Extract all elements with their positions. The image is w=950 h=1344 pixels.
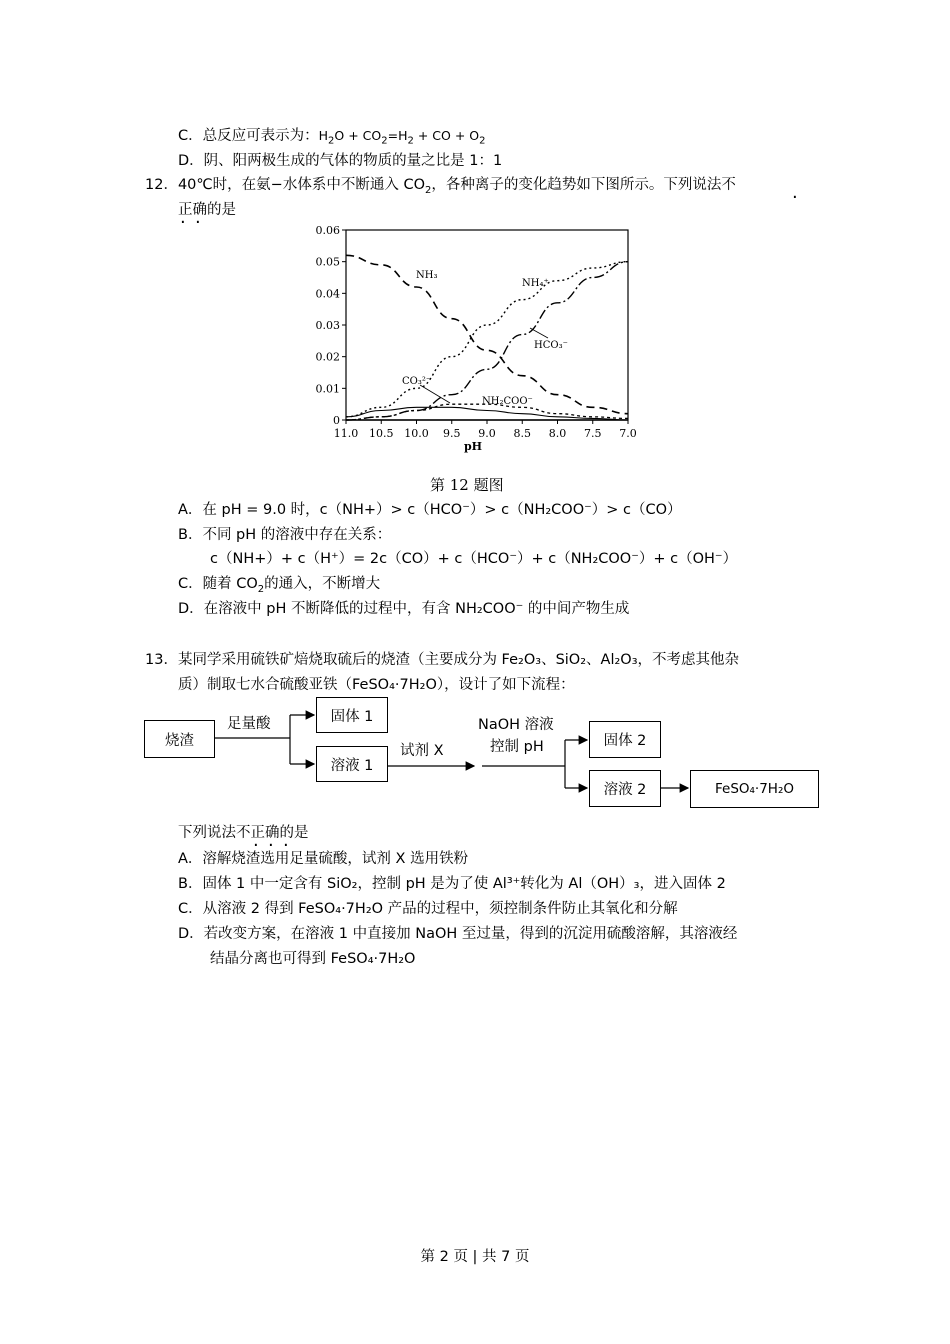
y-tick-label: 0.02 (315, 350, 340, 364)
emphasis-dot: · (283, 835, 289, 856)
flow-label-ph: 控制 pH (490, 739, 544, 755)
x-tick-label: 11.0 (333, 427, 359, 440)
q11-option-c: C．总反应可表示为：$H_2O + CO_2=H_2$ + CO + $O_2$ (178, 128, 486, 147)
y-tick-label: 0.03 (315, 319, 340, 332)
series-label-nh2coo: NH₂COO⁻ (482, 396, 533, 407)
x-tick-label: 9.5 (443, 427, 461, 440)
q12-option-a: A．在 pH = 9.0 时，c（NH+）> c（HCO⁻）> c（NH₂COO⁻）> c（CO） (178, 502, 682, 518)
x-tick-label: 10.0 (404, 427, 429, 440)
series-label-nh4: NH₄⁺ (522, 278, 549, 289)
emphasis-dot: · (792, 187, 798, 208)
series-line-co32 (346, 407, 628, 420)
emphasis-dot: · (253, 835, 259, 856)
flow-box-product: FeSO₄·7H₂O (690, 770, 819, 808)
flow-box-solution2: 溶液 2 (589, 770, 661, 807)
species-distribution-chart (300, 220, 645, 470)
flow-box-slag: 烧渣 (144, 720, 215, 758)
page-footer: 第 2 页 | 共 7 页 (420, 1249, 530, 1265)
x-tick-label: 7.5 (584, 427, 602, 440)
q13-option-d: D．若改变方案，在溶液 1 中直接加 NaOH 至过量，得到的沉淀用硫酸溶解，其溶液经 (178, 926, 738, 942)
y-tick-label: 0.05 (315, 255, 340, 269)
y-tick-label: 0 (333, 414, 340, 427)
q13-option-b: B．固体 1 中一定含有 SiO₂，控制 pH 是为了使 Al³⁺转化为 Al（OH）₃，进入固体 2 (178, 876, 726, 892)
hco3-leader-line (530, 328, 548, 338)
x-tick-label: 7.0 (619, 427, 637, 440)
x-tick-label: 8.0 (548, 427, 567, 440)
q13-stem-line1: 13．某同学采用硫铁矿焙烧取硫后的烧渣（主要成分为 Fe₂O₃、SiO₂、Al₂O₃，不考虑其他杂 (145, 652, 740, 668)
flow-label-reagent: 试剂 X (400, 743, 444, 759)
x-tick-label: 8.5 (513, 427, 531, 440)
q13-option-a: A．溶解烧渣选用足量硫酸，试剂 X 选用铁粉 (178, 851, 469, 867)
x-tick-label: 10.5 (369, 427, 394, 440)
flow-label-acid: 足量酸 (227, 716, 271, 732)
flow-box-solid1: 固体 1 (316, 697, 388, 733)
series-line-nh4 (346, 262, 628, 417)
q12-option-b: B．不同 pH 的溶液中存在关系： (178, 527, 392, 543)
x-tick-label: 9.0 (478, 427, 496, 440)
q12-stem-line1: 12．40℃时，在氨−水体系中不断通入 $CO_2$，各种离子的变化趋势如下图所示。下列说法不 (145, 177, 736, 196)
y-tick-label: 0.04 (315, 287, 340, 301)
q13-question: 下列说法不正确的是 (178, 825, 309, 841)
q12-option-c: C．随着 $CO_2$的通入，不断增大 (178, 576, 381, 595)
q12-figure-caption: 第 12 题图 (430, 476, 504, 494)
emphasis-dot: · (195, 212, 201, 233)
q12-option-b-equation: c（NH+）+ c（H⁺）= 2c（CO）+ c（HCO⁻）+ c（NH₂COO⁻）+ c（OH⁻） (210, 551, 738, 567)
flow-box-solution1: 溶液 1 (316, 746, 388, 782)
flow-label-naoh: NaOH 溶液 (478, 717, 554, 733)
x-axis-label: pH (463, 440, 483, 453)
q12-option-d: D．在溶液中 pH 不断降低的过程中，有含 NH₂COO⁻ 的中间产物生成 (178, 601, 630, 617)
y-tick-label: 0.06 (315, 224, 340, 237)
flow-box-solid2: 固体 2 (589, 721, 661, 758)
series-label-hco3: HCO₃⁻ (534, 340, 568, 351)
q13-option-c: C．从溶液 2 得到 FeSO₄·7H₂O 产品的过程中，须控制条件防止其氧化和分解 (178, 901, 678, 917)
q11-option-d: D．阴、阳两极生成的气体的物质的量之比是 1：1 (178, 153, 503, 169)
emphasis-dot: · (268, 835, 274, 856)
q13-option-d-cont: 结晶分离也可得到 FeSO₄·7H₂O (210, 951, 416, 967)
q12-stem-line2: 正确的是 (178, 202, 236, 218)
q13-stem-line2: 质）制取七水合硫酸亚铁（FeSO₄·7H₂O），设计了如下流程： (178, 677, 575, 693)
plot-frame (346, 230, 628, 420)
series-label-nh3: NH₃ (416, 270, 438, 281)
co3-leader-line (420, 385, 450, 403)
emphasis-dot: · (180, 212, 186, 233)
series-label-co3: CO₃²⁻ (402, 376, 432, 387)
y-tick-label: 0.01 (315, 382, 340, 396)
